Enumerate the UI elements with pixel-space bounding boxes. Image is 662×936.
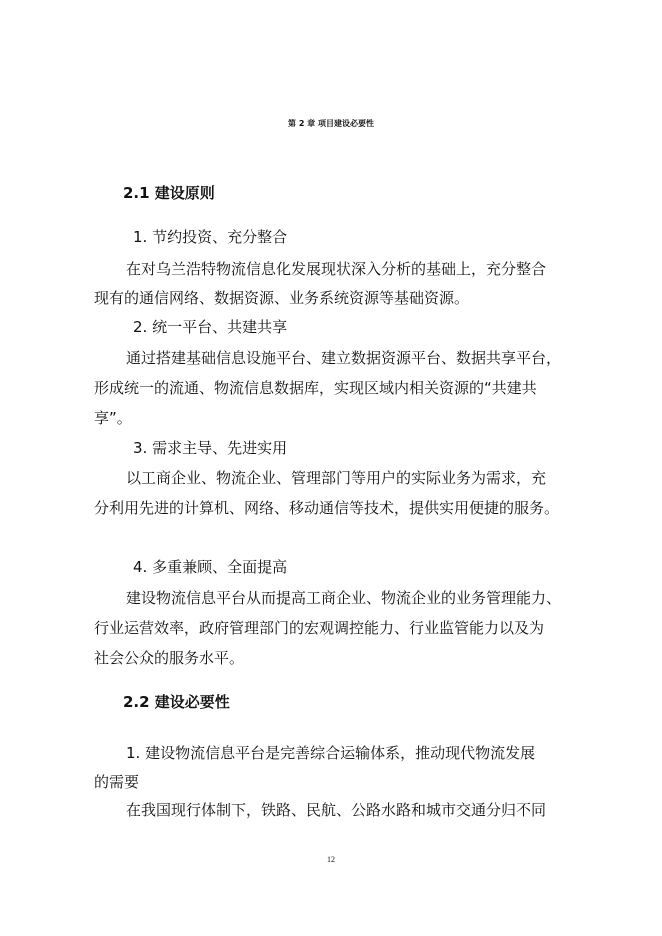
principle-1-title: 1. 节约投资、充分整合 [133, 228, 288, 246]
principle-2-line-1: 通过搭建基础信息设施平台、建立数据资源平台、数据共享平台， [126, 349, 562, 367]
principle-1-line-1: 在对乌兰浩特物流信息化发展现状深入分析的基础上，充分整合 [126, 260, 547, 278]
section-heading-2-2: 2.2 建设必要性 [123, 693, 230, 711]
principle-3-line-2: 分利用先进的计算机、网络、移动通信等技术，提供实用便捷的服务。 [94, 499, 560, 517]
principle-2-title: 2. 统一平台、共建共享 [133, 318, 288, 336]
principle-2-line-3: 享”。 [94, 409, 132, 427]
principle-4-line-2: 行业运营效率，政府管理部门的宏观调控能力、行业监管能力以及为 [94, 619, 545, 637]
principle-4-line-3: 社会公众的服务水平。 [94, 649, 245, 667]
necessity-1-title-line-2: 的需要 [94, 773, 140, 791]
principle-2-line-2: 形成统一的流通、物流信息数据库，实现区域内相关资源的“共建共 [94, 379, 537, 397]
chapter-title: 第 2 章 项目建设必要性 [288, 119, 374, 128]
page-number: 12 [327, 855, 335, 864]
principle-4-line-1: 建设物流信息平台从而提高工商企业、物流企业的业务管理能力、 [126, 589, 562, 607]
principle-1-line-2: 现有的通信网络、数据资源、业务系统资源等基础资源。 [94, 289, 470, 307]
section-heading-2-1: 2.1 建设原则 [123, 184, 215, 202]
principle-3-title: 3. 需求主导、先进实用 [133, 439, 288, 457]
necessity-1-line-1: 在我国现行体制下，铁路、民航、公路水路和城市交通分归不同 [126, 801, 547, 819]
principle-4-title: 4. 多重兼顾、全面提高 [133, 558, 288, 576]
necessity-1-title-line-1: 1. 建设物流信息平台是完善综合运输体系，推动现代物流发展 [126, 744, 536, 762]
principle-3-line-1: 以工商企业、物流企业、管理部门等用户的实际业务为需求，充 [126, 469, 547, 487]
